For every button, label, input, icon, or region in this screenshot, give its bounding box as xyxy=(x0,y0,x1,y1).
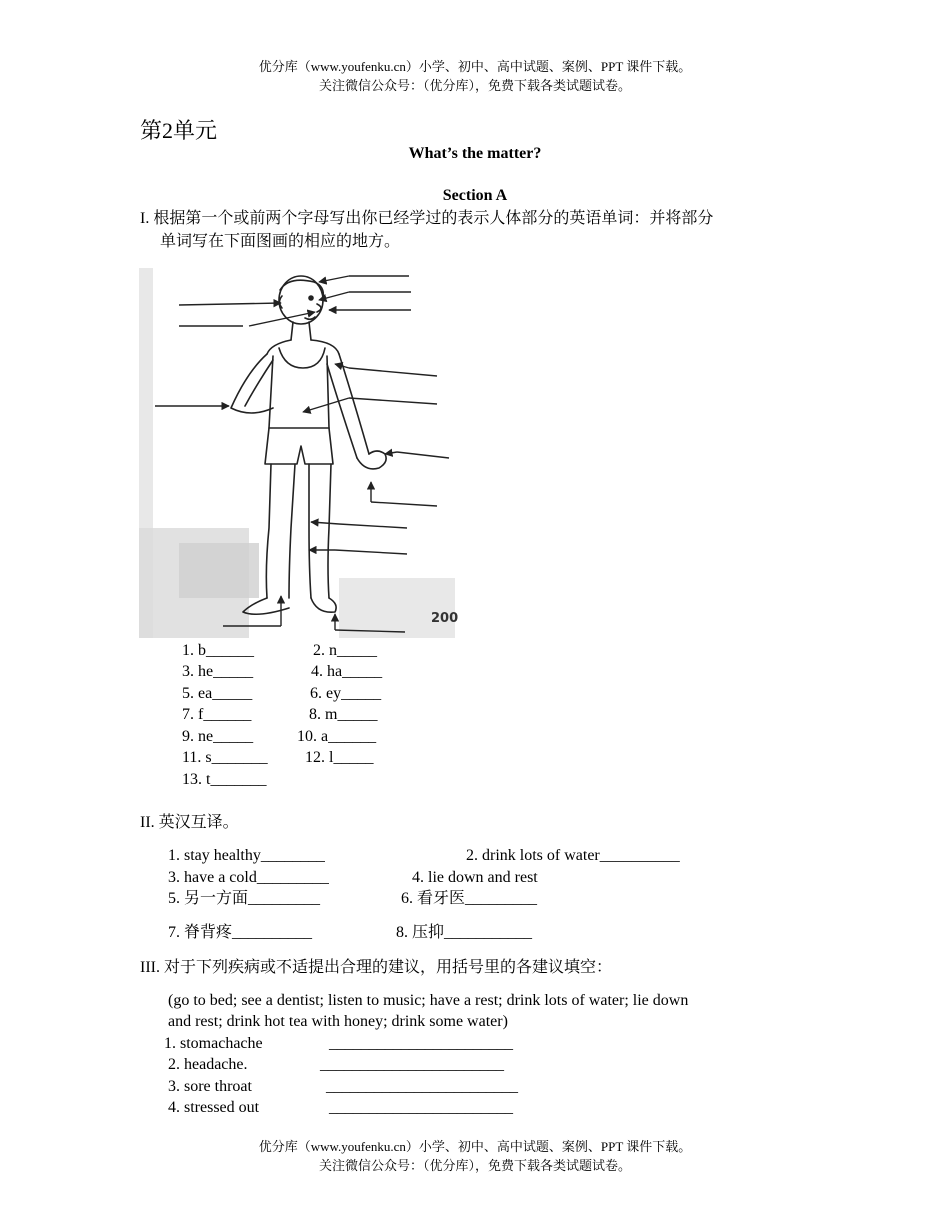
part3-item-3-label: 3. sore throat xyxy=(168,1078,252,1095)
item-9: 9. ne_____ xyxy=(182,728,254,745)
part3-options-line1: (go to bed; see a dentist; listen to music; have a rest; drink lots of water; lie down xyxy=(168,992,689,1009)
item-8: 8. m_____ xyxy=(309,706,378,723)
footer-line-1: 优分库（www.youfenku.cn）小学、初中、高中试题、案例、PPT 课件下载。 xyxy=(258,1139,692,1154)
background-building xyxy=(179,543,259,598)
unit-title: 第2单元 xyxy=(140,118,218,143)
item-12: 12. l_____ xyxy=(305,749,374,766)
part3-item-1-label: 1. stomachache xyxy=(164,1035,263,1052)
part2-item-2: 2. drink lots of water__________ xyxy=(466,847,680,864)
part1-instruction-line1: I. 根据第一个或前两个字母写出你已经学过的表示人体部分的英语单词：并将部分 xyxy=(140,210,714,227)
part3-item-1-blank: _______________________ xyxy=(329,1035,513,1052)
part2-item-4: 4. lie down and rest xyxy=(412,869,538,886)
part2-title: II. 英汉互译。 xyxy=(140,814,239,831)
header-line-1: 优分库（www.youfenku.cn）小学、初中、高中试题、案例、PPT 课件下载。 xyxy=(258,59,692,74)
part2-item-1: 1. stay healthy________ xyxy=(168,847,325,864)
footer-line-2: 关注微信公众号：（优分库），免费下载各类试题试卷。 xyxy=(318,1158,631,1173)
lesson-title: What’s the matter? xyxy=(408,145,542,162)
item-11: 11. s_______ xyxy=(182,749,268,766)
item-6: 6. ey_____ xyxy=(310,685,382,702)
item-4: 4. ha_____ xyxy=(311,663,383,680)
part3-item-2-blank: _______________________ xyxy=(320,1056,504,1073)
item-10: 10. a______ xyxy=(297,728,377,745)
body-diagram xyxy=(139,268,459,638)
header-line-2: 关注微信公众号：（优分库），免费下载各类试题试卷。 xyxy=(318,78,631,93)
part2-item-3: 3. have a cold_________ xyxy=(168,869,329,886)
part2-item-5: 5. 另一方面_________ xyxy=(168,890,321,907)
part3-options-line2: and rest; drink hot tea with honey; drink some water) xyxy=(168,1013,508,1030)
part1-instruction-line2: 单词写在下面图画的相应的地方。 xyxy=(160,233,401,250)
body-parts-figure xyxy=(139,268,459,638)
item-3: 3. he_____ xyxy=(182,663,254,680)
item-13: 13. t_______ xyxy=(182,771,267,788)
part2-item-8: 8. 压抑___________ xyxy=(396,924,533,941)
part3-title: III. 对于下列疾病或不适提出合理的建议，用括号里的各建议填空： xyxy=(140,959,612,976)
part2-item-7: 7. 脊背疼__________ xyxy=(168,924,313,941)
item-7: 7. f______ xyxy=(182,706,252,723)
part3-item-4-label: 4. stressed out xyxy=(168,1099,260,1116)
part3-item-2-label: 2. headache. xyxy=(168,1056,248,1073)
section-title: Section A xyxy=(442,187,508,204)
part3-item-3-blank: ________________________ xyxy=(326,1078,518,1095)
item-5: 5. ea_____ xyxy=(182,685,253,702)
item-1: 1. b______ xyxy=(182,642,254,659)
background-ground xyxy=(339,578,455,638)
part2-item-6: 6. 看牙医_________ xyxy=(401,890,538,907)
figure-mark: 200 xyxy=(431,611,459,626)
item-2: 2. n_____ xyxy=(313,642,377,659)
part3-item-4-blank: _______________________ xyxy=(329,1099,513,1116)
